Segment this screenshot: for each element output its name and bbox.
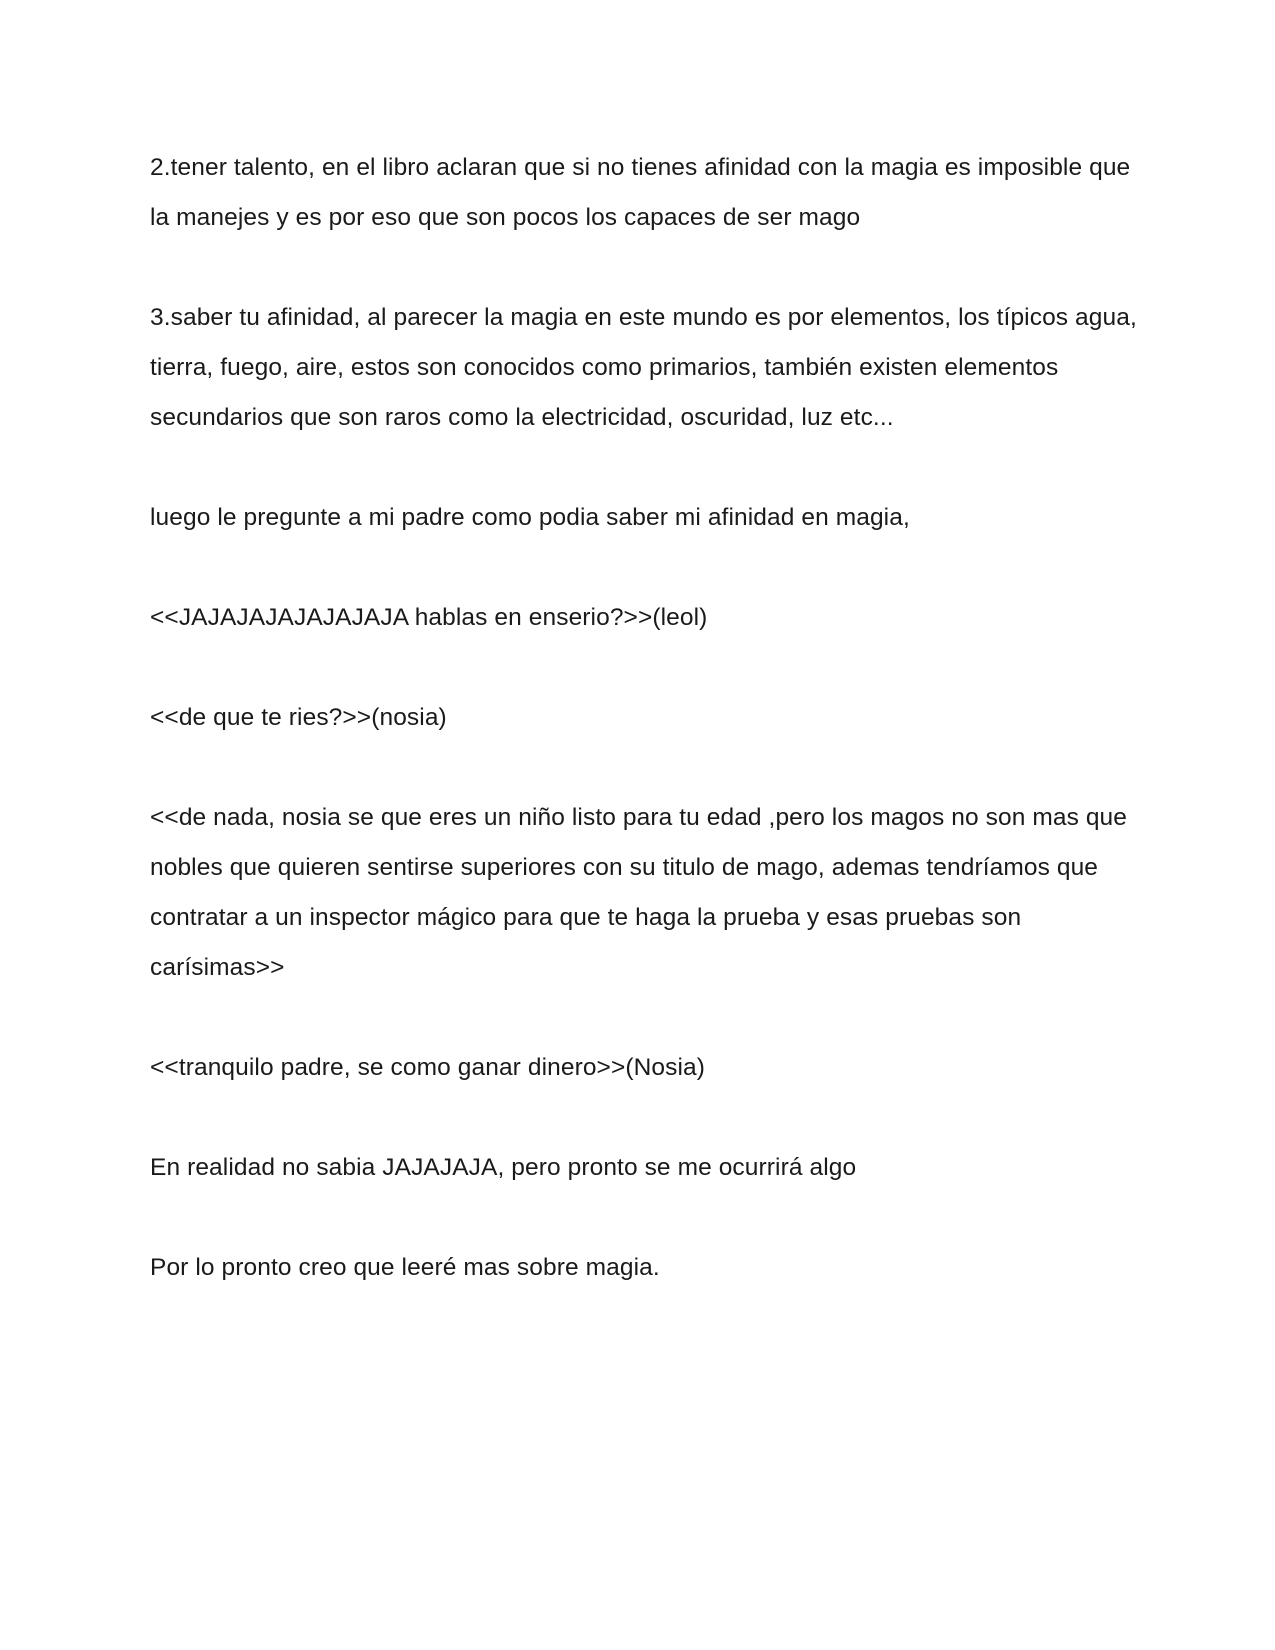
paragraph-narration-question: luego le pregunte a mi padre como podia saber mi afinidad en magia, [150,504,910,531]
paragraph-requirement-affinity: 3.saber tu afinidad, al parecer la magia en este mundo es por elementos, los típicos agua, tierra, fuego, aire, estos son conocidos como primarios, también existen elementos secundarios que son raros como la electricidad, oscuridad, luz etc... [150,304,1137,431]
paragraph-narration-reality: En realidad no sabia JAJAJAJA, pero pronto se me ocurrirá algo [150,1154,857,1181]
dialogue-nosia-reply: <<tranquilo padre, se como ganar dinero>>(Nosia) [150,1054,706,1081]
dialogue-nosia-question: <<de que te ries?>>(nosia) [150,704,447,731]
paragraph-requirement-talent: 2.tener talento, en el libro aclaran que si no tienes afinidad con la magia es imposible que la manejes y es por eso que son pocos los capaces de ser mago [150,154,1131,231]
dialogue-leol-explanation: <<de nada, nosia se que eres un niño listo para tu edad ,pero los magos no son mas que nobles que quieren sentirse superiores con su titulo de mago, ademas tendríamos que contratar a un inspector mágico para que te haga la prueba y esas pruebas son carísimas>> [150,804,1128,981]
dialogue-leol-laugh: <<JAJAJAJAJAJAJAJA hablas en enserio?>>(leol) [150,604,708,631]
document-body [150,143,1140,1293]
paragraph-narration-closing: Por lo pronto creo que leeré mas sobre magia. [150,1254,660,1281]
